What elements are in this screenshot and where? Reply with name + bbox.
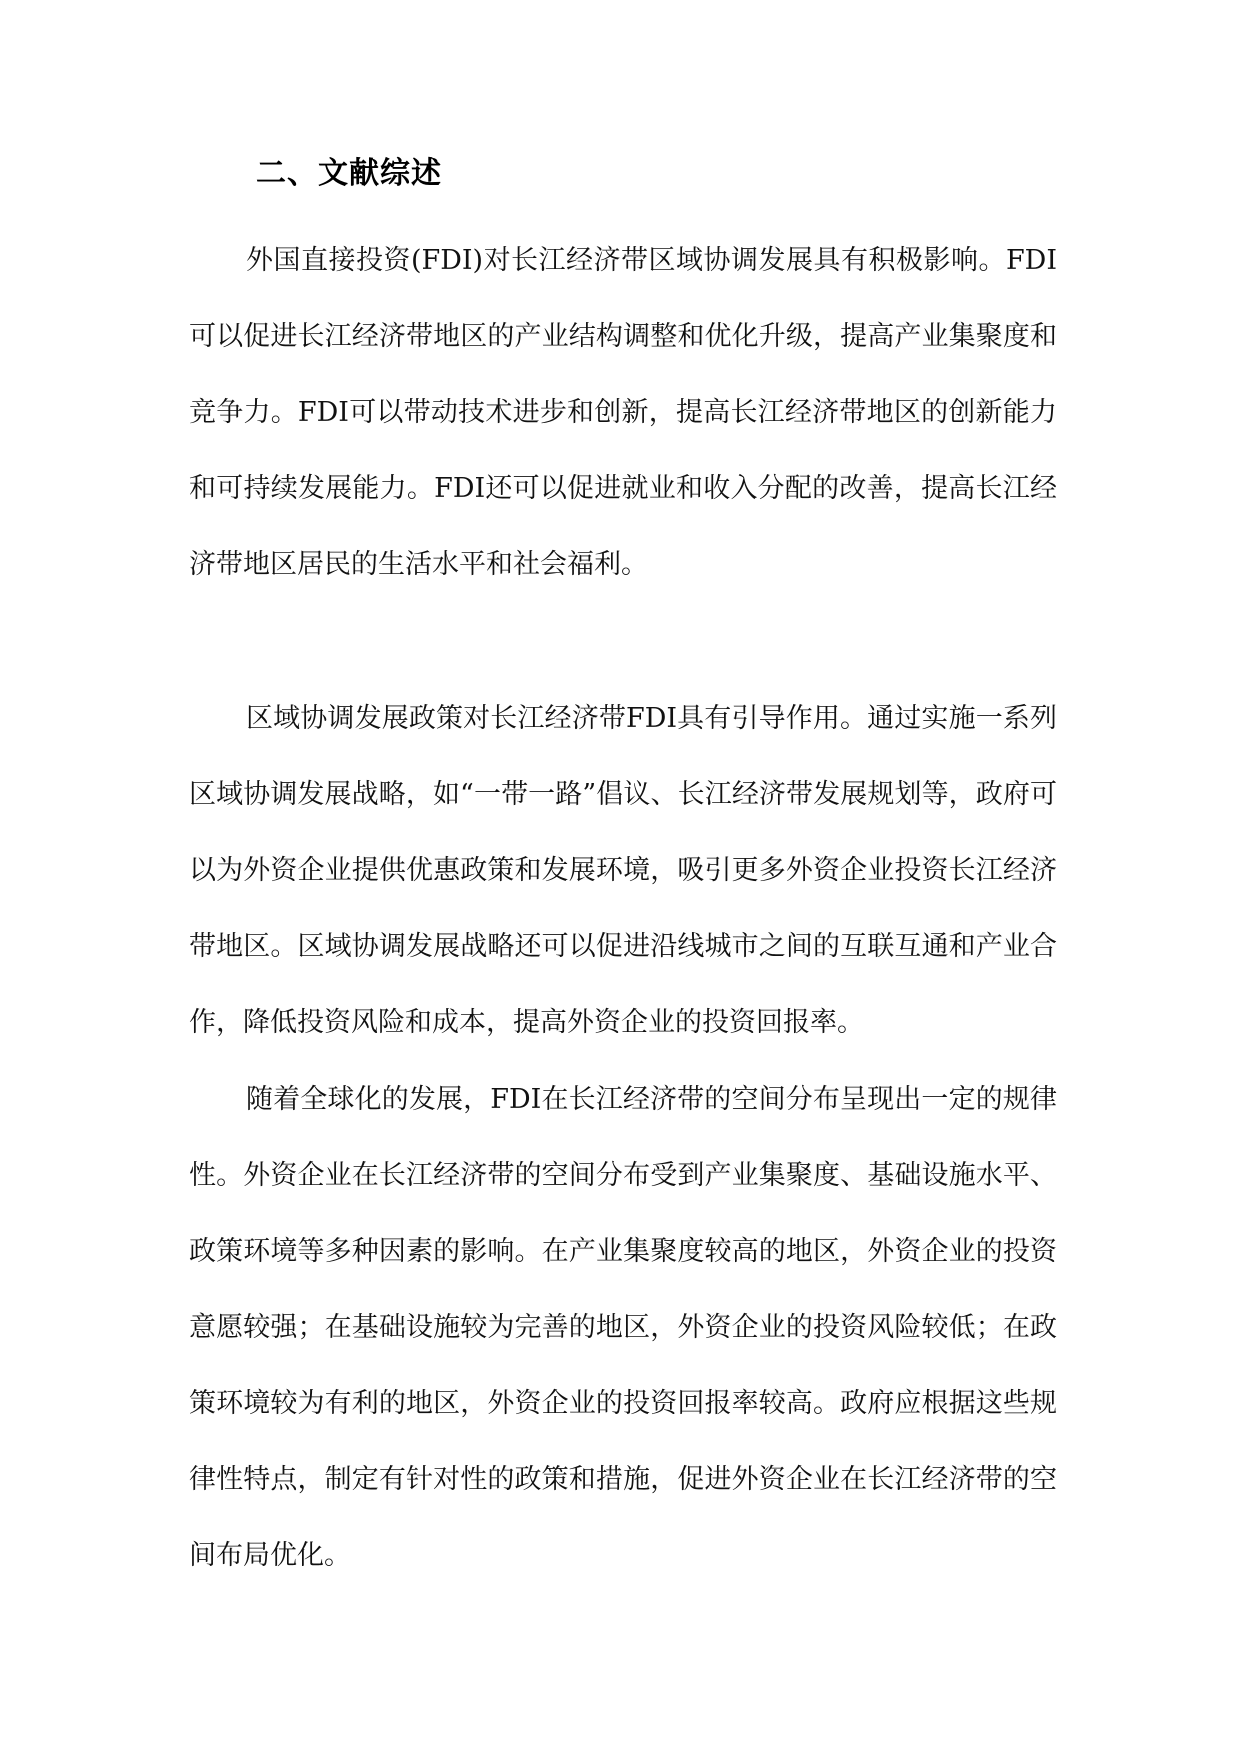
paragraph-policy-guidance: 区域协调发展政策对长江经济带FDI具有引导作用。通过实施一系列区域协调发展战略，如“一带一路”倡议、长江经济带发展规划等，政府可以为外资企业提供优惠政策和发展环境，吸引更多外资企业投资长江经济带地区。区域协调发展战略还可以促进沿线城市之间的互联互通和产业合作，降低投资风险和成本，提高外资企业的投资回报率。 [189,703,1057,1038]
section-heading: 二、文献综述 [256,156,442,191]
paragraph-fdi-impact: 外国直接投资(FDI)对长江经济带区域协调发展具有积极影响。FDI可以促进长江经济带地区的产业结构调整和优化升级，提高产业集聚度和竞争力。FDI可以带动技术进步和创新，提高长江经济带地区的创新能力和可持续发展能力。FDI还可以促进就业和收入分配的改善，提高长江经济带地区居民的生活水平和社会福利。 [189,245,1057,580]
paragraph-spatial-distribution: 随着全球化的发展，FDI在长江经济带的空间分布呈现出一定的规律性。外资企业在长江经济带的空间分布受到产业集聚度、基础设施水平、政策环境等多种因素的影响。在产业集聚度较高的地区，外资企业的投资意愿较强；在基础设施较为完善的地区，外资企业的投资风险较低；在政策环境较为有利的地区，外资企业的投资回报率较高。政府应根据这些规律性特点，制定有针对性的政策和措施，促进外资企业在长江经济带的空间布局优化。 [189,1084,1057,1571]
